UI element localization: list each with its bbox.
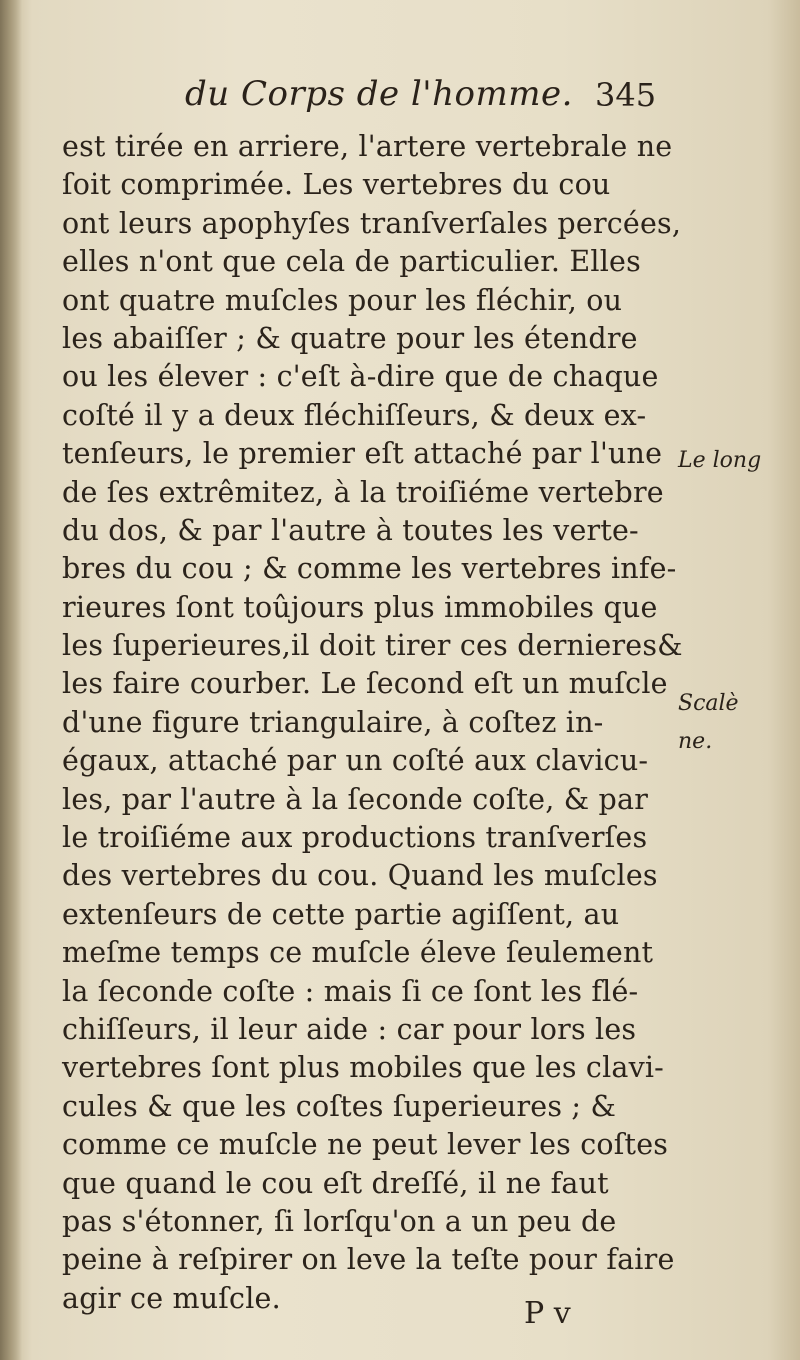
text-line: égaux, attaché par un coſté aux clavicu- (62, 744, 649, 778)
signature-mark: P v (524, 1296, 571, 1331)
text-line: les faire courber. Le ſecond eſt un muſcle (62, 667, 668, 701)
text-line: meſme temps ce muſcle éleve ſeulement (62, 936, 654, 970)
margin-note-scalene: Scalè (678, 691, 739, 716)
text-line: elles n'ont que cela de particulier. Elles (62, 245, 641, 279)
text-line: le troiſiéme aux productions tranſverſes (62, 821, 648, 855)
page-header (0, 72, 800, 132)
text-line: les ſuperieures,il doit tirer ces dernieres& (62, 629, 683, 663)
page-gutter-shadow (0, 0, 22, 1360)
text-line: chiſſeurs, il leur aide : car pour lors les (62, 1012, 637, 1046)
text-line: peine à reſpirer on leve la teſte pour faire (62, 1243, 675, 1277)
text-line: est tirée en arriere, l'artere vertebrale ne (62, 130, 673, 163)
text-line: bres du cou ; & comme les vertebres infe- (62, 552, 677, 586)
running-title: du Corps de l'homme. (185, 74, 573, 114)
margin-note-le-long: Le long (678, 448, 762, 473)
margin-note-scalene-cont: ne. (678, 729, 713, 754)
text-line: agir ce muſcle. (62, 1281, 281, 1315)
text-line: extenſeurs de cette partie agiſſent, au (62, 897, 620, 931)
text-line: ont quatre muſcles pour les fléchir, ou (62, 283, 623, 317)
text-line: les abaiſſer ; & quatre pour les étendre (62, 321, 638, 355)
text-line: que quand le cou eſt dreſſé, il ne faut (62, 1166, 609, 1200)
text-line: la ſeconde coſte : mais ſi ce ſont les flé- (62, 974, 639, 1008)
text-line: cules & que les coſtes ſuperieures ; & (62, 1089, 617, 1123)
text-line: d'une figure triangulaire, à coſtez in- (62, 705, 604, 739)
text-line: vertebres ſont plus mobiles que les clavi- (62, 1051, 665, 1085)
text-line: les, par l'autre à la ſeconde coſte, & par (62, 782, 649, 816)
text-line: des vertebres du cou. Quand les muſcles (62, 859, 658, 893)
text-line: pas s'étonner, ſi lorſqu'on a un peu de (62, 1204, 617, 1238)
text-line: de ſes extrêmitez, à la troiſiéme vertebre (62, 475, 664, 509)
text-line: ou les élever : c'eſt à-dire que de chaque (62, 360, 659, 394)
text-line: comme ce muſcle ne peut lever les coſtes (62, 1128, 669, 1162)
page-number: 345 (595, 76, 657, 114)
text-line: du dos, & par l'autre à toutes les verte- (62, 513, 639, 547)
text-line: coſté il y a deux fléchiſſeurs, & deux ex- (62, 398, 647, 432)
text-line: rieures ſont toûjours plus immobiles que (62, 590, 658, 624)
body-text (62, 128, 682, 1318)
text-line: ſoit comprimée. Les vertebres du cou (62, 168, 611, 202)
text-line: tenſeurs, le premier eſt attaché par l'une (62, 437, 663, 471)
text-line: ont leurs apophyſes tranſverſales percées, (62, 206, 682, 240)
